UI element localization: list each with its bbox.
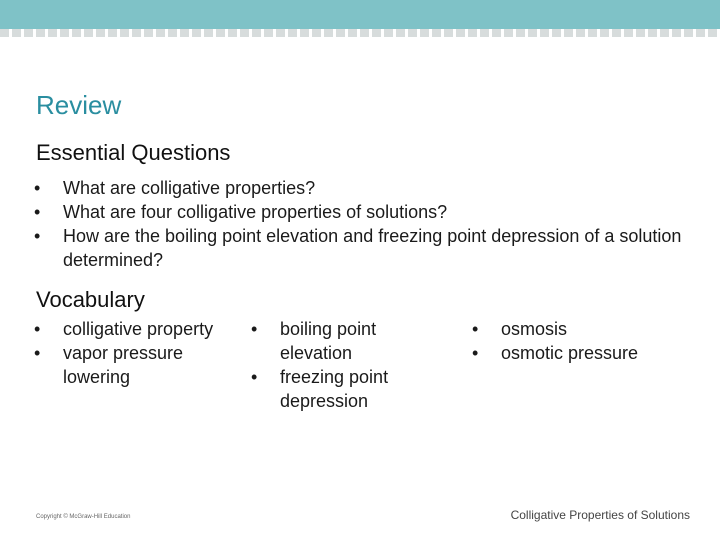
vocabulary-column-2 [247,317,437,413]
vocabulary-column-1 [30,317,220,389]
question-item: • What are four colligative properties of solutions? [30,200,690,224]
header-band [0,0,720,29]
essential-questions-heading: Essential Questions [36,140,231,165]
vocabulary-term: • boiling point elevation [247,317,437,365]
footer-title: Colligative Properties of Solutions [510,508,690,522]
slide-title: Review [36,90,122,120]
copyright-notice: Copyright © McGraw-Hill Education [36,514,131,520]
vocabulary-term: • osmosis [468,317,658,341]
vocabulary-column-3 [468,317,658,365]
question-item: • What are colligative properties? [30,176,690,200]
header-dash-strip [0,29,720,37]
essential-questions-list [30,176,690,272]
vocabulary-term: • colligative property [30,317,220,341]
question-item: • How are the boiling point elevation and freezing point depression of a solution determined? [30,224,690,272]
vocabulary-term: • vapor pressure lowering [30,341,220,389]
vocabulary-term: • freezing point depression [247,365,437,413]
vocabulary-term: • osmotic pressure [468,341,658,365]
vocabulary-heading: Vocabulary [36,287,145,312]
